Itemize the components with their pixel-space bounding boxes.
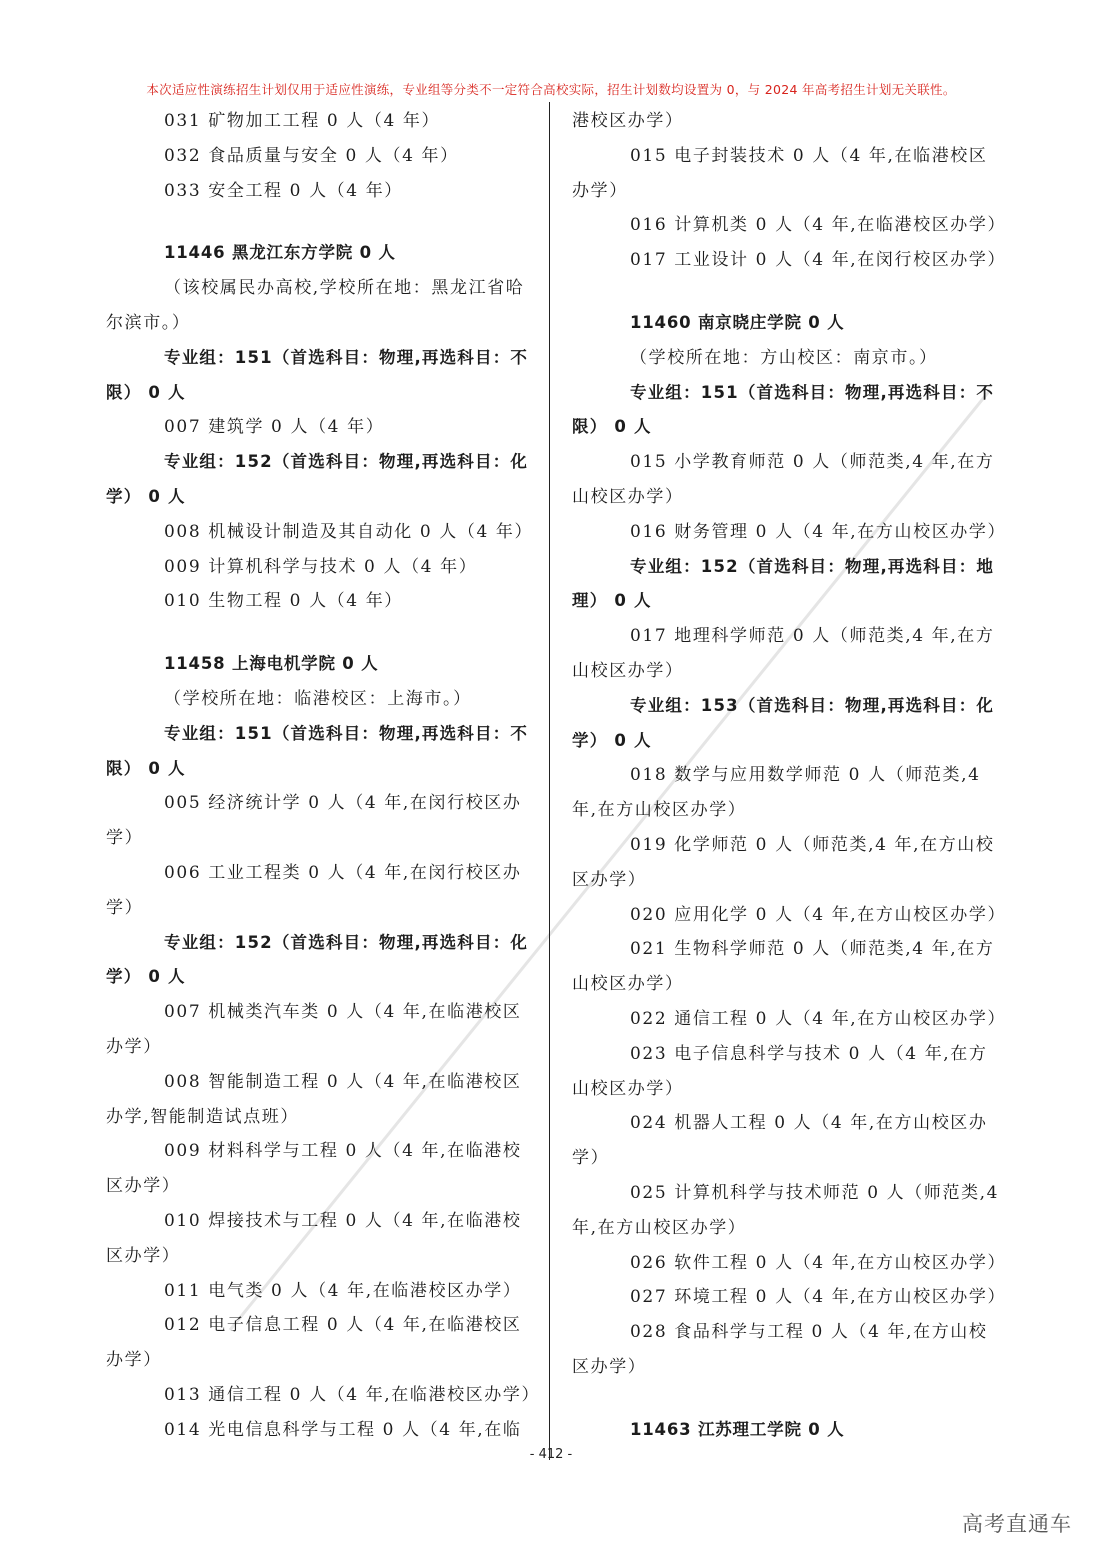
major-item: 025 计算机科学与技术师范 0 人（师范类,4 年,在方山校区办学） bbox=[572, 1182, 1000, 1238]
major-item-continued: 港校区办学） bbox=[572, 111, 684, 131]
major-item: 011 电气类 0 人（4 年,在临港校区办学） bbox=[164, 1280, 522, 1301]
major-item: 007 机械类汽车类 0 人（4 年,在临港校区办学） bbox=[106, 1002, 522, 1057]
school-note: （学校所在地：临港校区：上海市。） bbox=[164, 688, 472, 709]
school-note: （学校所在地：方山校区：南京市。） bbox=[630, 347, 938, 368]
column-divider bbox=[549, 102, 550, 1460]
major-item: 032 食品质量与安全 0 人（4 年） bbox=[164, 145, 459, 166]
group-header: 专业组：152（首选科目：物理,再选科目：化学） 0 人 bbox=[106, 932, 529, 987]
school-title: 11458 上海电机学院 0 人 bbox=[164, 654, 379, 674]
school-title: 11446 黑龙江东方学院 0 人 bbox=[164, 243, 396, 263]
major-item: 017 工业设计 0 人（4 年,在闵行校区办学） bbox=[630, 250, 1007, 271]
major-item: 012 电子信息工程 0 人（4 年,在临港校区办学） bbox=[106, 1315, 522, 1371]
major-item: 015 小学教育师范 0 人（师范类,4 年,在方山校区办学） bbox=[572, 452, 995, 507]
major-item: 008 机械设计制造及其自动化 0 人（4 年） bbox=[164, 521, 534, 542]
exam-notice: 本次适应性演练招生计划仅用于适应性演练，专业组等分类不一定符合高校实际，招生计划数均设置为 0，与 2024 年高考招生计划无关联性。 bbox=[146, 82, 956, 97]
major-item: 014 光电信息科学与工程 0 人（4 年,在临 bbox=[164, 1419, 522, 1440]
major-item: 016 财务管理 0 人（4 年,在方山校区办学） bbox=[630, 521, 1007, 542]
left-column bbox=[106, 104, 541, 1447]
major-item: 031 矿物加工工程 0 人（4 年） bbox=[164, 111, 441, 131]
group-header: 专业组：151（首选科目：物理,再选科目：不限） 0 人 bbox=[106, 347, 529, 402]
major-item: 021 生物科学师范 0 人（师范类,4 年,在方山校区办学） bbox=[572, 939, 995, 995]
major-item: 013 通信工程 0 人（4 年,在临港校区办学） bbox=[164, 1384, 541, 1405]
brand-logo-text: 高考直通车 bbox=[962, 1512, 1072, 1536]
major-item: 006 工业工程类 0 人（4 年,在闵行校区办学） bbox=[106, 862, 522, 918]
group-header: 专业组：152（首选科目：物理,再选科目：化学） 0 人 bbox=[106, 452, 529, 506]
major-item: 033 安全工程 0 人（4 年） bbox=[164, 180, 403, 201]
major-item: 016 计算机类 0 人（4 年,在临港校区办学） bbox=[630, 215, 1007, 236]
right-column bbox=[572, 104, 1007, 1447]
major-item: 009 材料科学与工程 0 人（4 年,在临港校区办学） bbox=[106, 1141, 522, 1197]
major-item: 019 化学师范 0 人（师范类,4 年,在方山校区办学） bbox=[572, 834, 995, 890]
major-item: 015 电子封装技术 0 人（4 年,在临港校区办学） bbox=[572, 145, 988, 201]
major-item: 018 数学与应用数学师范 0 人（师范类,4 年,在方山校区办学） bbox=[572, 765, 981, 821]
major-item: 023 电子信息科学与技术 0 人（4 年,在方山校区办学） bbox=[572, 1043, 988, 1099]
major-item: 007 建筑学 0 人（4 年） bbox=[164, 417, 385, 438]
group-header: 专业组：152（首选科目：物理,再选科目：地理） 0 人 bbox=[572, 556, 995, 611]
major-item: 008 智能制造工程 0 人（4 年,在临港校区办学,智能制造试点班） bbox=[106, 1071, 522, 1127]
major-item: 010 焊接技术与工程 0 人（4 年,在临港校区办学） bbox=[106, 1210, 522, 1266]
major-item: 005 经济统计学 0 人（4 年,在闵行校区办学） bbox=[106, 793, 522, 849]
group-header: 专业组：151（首选科目：物理,再选科目：不限） 0 人 bbox=[106, 723, 529, 778]
group-header: 专业组：151（首选科目：物理,再选科目：不限） 0 人 bbox=[572, 382, 995, 437]
major-item: 009 计算机科学与技术 0 人（4 年） bbox=[164, 556, 478, 577]
major-item: 020 应用化学 0 人（4 年,在方山校区办学） bbox=[630, 904, 1007, 925]
major-item: 017 地理科学师范 0 人（师范类,4 年,在方山校区办学） bbox=[572, 626, 995, 681]
group-header: 专业组：153（首选科目：物理,再选科目：化学） 0 人 bbox=[572, 695, 995, 750]
major-item: 022 通信工程 0 人（4 年,在方山校区办学） bbox=[630, 1008, 1007, 1029]
major-item: 028 食品科学与工程 0 人（4 年,在方山校区办学） bbox=[572, 1322, 988, 1377]
school-title: 11460 南京晓庄学院 0 人 bbox=[630, 312, 845, 332]
major-item: 027 环境工程 0 人（4 年,在方山校区办学） bbox=[630, 1287, 1007, 1308]
major-item: 024 机器人工程 0 人（4 年,在方山校区办学） bbox=[572, 1113, 988, 1169]
page-number: - 412 - bbox=[529, 1447, 573, 1462]
school-note: （该校属民办高校,学校所在地：黑龙江省哈尔滨市。） bbox=[106, 278, 525, 333]
major-item: 010 生物工程 0 人（4 年） bbox=[164, 591, 403, 612]
school-title: 11463 江苏理工学院 0 人 bbox=[630, 1419, 845, 1439]
major-item: 026 软件工程 0 人（4 年,在方山校区办学） bbox=[630, 1252, 1007, 1273]
